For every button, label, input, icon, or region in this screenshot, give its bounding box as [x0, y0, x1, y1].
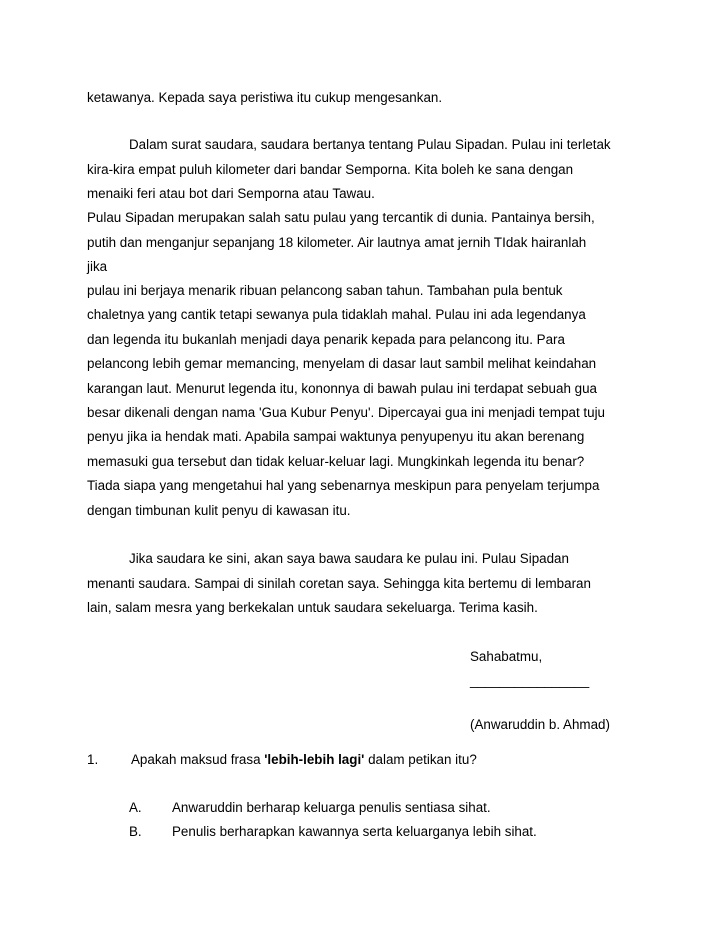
paragraph-line: karangan laut. Menurut legenda itu, kononnya di bawah pulau ini terdapat sebuah gua — [87, 381, 597, 396]
option-letter: A. — [129, 800, 142, 815]
signature-closing: Sahabatmu, — [470, 649, 543, 664]
paragraph-line: Pulau Sipadan merupakan salah satu pulau yang tercantik di dunia. Pantainya bersih, — [87, 210, 595, 225]
paragraph-line: pulau ini berjaya menarik ribuan pelancong saban tahun. Tambahan pula bentuk — [87, 283, 563, 298]
option-text: Penulis berharapkan kawannya serta keluarganya lebih sihat. — [172, 824, 537, 839]
paragraph-line: Jika saudara ke sini, akan saya bawa saudara ke pulau ini. Pulau Sipadan — [129, 551, 569, 566]
option-letter: B. — [129, 824, 142, 839]
question-text — [131, 752, 477, 768]
paragraph-line: Dalam surat saudara, saudara bertanya tentang Pulau Sipadan. Pulau ini terletak — [129, 137, 611, 152]
paragraph-line: menanti saudara. Sampai di sinilah coretan saya. Sehingga kita bertemu di lembaran — [87, 576, 591, 591]
paragraph-line: chaletnya yang cantik tetapi sewanya pula tidaklah mahal. Pulau ini ada legendanya — [87, 307, 586, 322]
paragraph-line: ketawanya. Kepada saya peristiwa itu cukup mengesankan. — [87, 90, 443, 105]
paragraph-line: memasuki gua tersebut dan tidak keluar-keluar lagi. Mungkinkah legenda itu benar? — [87, 454, 585, 469]
question-phrase: 'lebih-lebih lagi' — [264, 752, 365, 767]
paragraph-line: dan legenda itu bukanlah menjadi daya penarik kepada para pelancong itu. Para — [87, 332, 565, 347]
paragraph-line: lain, salam mesra yang berkekalan untuk saudara sekeluarga. Terima kasih. — [87, 600, 538, 615]
paragraph-line: besar dikenali dengan nama 'Gua Kubur Penyu'. Dipercayai gua ini menjadi tempat tuju — [87, 405, 605, 420]
paragraph-line: Tiada siapa yang mengetahui hal yang sebenarnya meskipun para penyelam terjumpa — [87, 478, 600, 493]
signature-name: (Anwaruddin b. Ahmad) — [470, 717, 610, 732]
question-number: 1. — [87, 752, 99, 767]
paragraph-line: putih dan menganjur sepanjang 18 kilometer. Air lautnya amat jernih TIdak hairanlah — [87, 235, 587, 250]
question-text-after: dalam petikan itu? — [364, 752, 477, 767]
paragraph-line: dengan timbunan kulit penyu di kawasan itu. — [87, 503, 351, 518]
paragraph-line: menaiki feri atau bot dari Semporna atau Tawau. — [87, 186, 375, 201]
paragraph-line: kira-kira empat puluh kilometer dari bandar Semporna. Kita boleh ke sana dengan — [87, 162, 574, 177]
paragraph-line: jika — [87, 259, 108, 274]
option-text: Anwaruddin berharap keluarga penulis sentiasa sihat. — [172, 800, 491, 815]
question-text-before: Apakah maksud frasa — [131, 752, 265, 767]
paragraph-line: pelancong lebih gemar memancing, menyelam di dasar laut sambil melihat keindahan — [87, 356, 597, 371]
paragraph-line: penyu jika ia hendak mati. Apabila sampai waktunya penyupenyu itu akan berenang — [87, 429, 585, 444]
signature-line: ________________ — [470, 673, 590, 688]
